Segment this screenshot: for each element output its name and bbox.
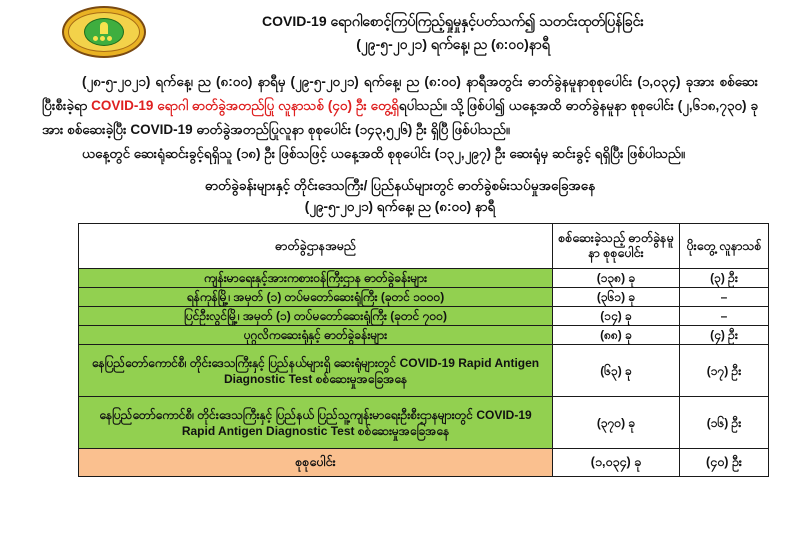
seal-dots [93,36,115,41]
header-lab-name: ဓာတ်ခွဲဌာနအမည် [79,224,553,269]
table-row [79,345,769,397]
positives-cell: (၁၆) ဦး [680,397,769,449]
table-title-line-1: ဓာတ်ခွဲခန်းများနှင့် တိုင်းဒေသကြီး/ ပြည်နယ်များတွင် ဓာတ်ခွဲစမ်းသပ်မှုအခြေအနေ [204,178,596,193]
lab-testing-table [78,223,769,477]
paragraph-1 [42,70,758,142]
document-title [158,10,748,56]
table-total-row [79,449,769,477]
table-row [79,307,769,326]
positives-cell: (၄) ဦး [680,326,769,345]
header-new-positives: ပိုးတွေ့ လူနာသစ် [680,224,769,269]
table-row [79,288,769,307]
paragraph-2: ယနေ့တွင် ဆေးရုံဆင်းခွင့်ရရှိသူ (၁၈) ဦး ဖြစ်သဖြင့် ယနေ့အထိ စုစုပေါင်း (၁၃၂,၂၉၇) ဦး ဆေးရုံမှ ဆင်းခွင့် ရရှိပြီး ဖြစ်ပါသည်။ [82,146,686,161]
samples-cell: (၆၃) ခု [553,345,680,397]
samples-cell: (၁၃၈) ခု [553,269,680,288]
title-line-2: (၂၉-၅-၂၀၂၁) ရက်နေ့၊ ည (၈:၀၀)နာရီ [356,36,550,52]
samples-cell: (၁၄) ခု [553,307,680,326]
table-header-row [79,224,769,269]
total-positives-cell: (၄၀) ဦး [680,449,769,477]
ministry-seal-icon [62,6,146,58]
total-samples-cell: (၁,၀၃၄) ခု [553,449,680,477]
lab-name-cell: ကျန်းမာရေးနှင့်အားကစားဝန်ကြီးဌာန ဓာတ်ခွဲခန်းများ [79,269,553,288]
samples-cell: (၃၇၀) ခု [553,397,680,449]
lab-name-cell: နေပြည်တော်ကောင်စီ၊ တိုင်းဒေသကြီးနှင့် ပြည်နယ် ပြည်သူ့ကျန်းမာရေးဦးစီးဌာနများတွင် COVID-19 Rapid Antigen Diagnostic Test စစ်ဆေးမှုအခြေအနေ [79,397,553,449]
table-title [0,175,800,217]
samples-cell: (၈၈) ခု [553,326,680,345]
paragraph-1-text-b: ရပါသည်။ သို့ဖြစ်ပါ၍ ယနေ့အထိ ဓာတ်ခွဲနမူနာ စုစုပေါင်း (၂,၆၁၈,၇၃၀) ခုအား စစ်ဆေးခဲ့ပြီး COVID-19 ဓာတ်ခွဲအတည်ပြုလူနာ စုစုပေါင်း (၁၄၃,၅၂၆) ဦး ရှိပြီ ဖြစ်ပါသည်။ [42,98,758,137]
table-row [79,269,769,288]
lab-name-cell: ပြင်ဦးလွင်မြို့၊ အမှတ် (၁) တပ်မတော်ဆေးရုံကြီး (ခုတင် ၇၀၀) [79,307,553,326]
paragraph-1-text-a: (၂၈-၅-၂၀၂၁) ရက်နေ့၊ ည (၈:၀၀) နာရီမှ (၂၉-၅-၂၀၂၁) ရက်နေ့၊ ည (၈:၀၀) နာရီအတွင်း ဓာတ်ခွဲနမူနာစုစုပေါင်း (၁,၀၃၄) ခုအား စစ်ဆေးပြီးစီးခဲ့ရာ [42,74,758,113]
document-header [0,0,800,62]
table-row [79,326,769,345]
positives-cell: – [680,307,769,326]
lab-name-cell: ရန်ကုန်မြို့၊ အမှတ် (၁) တပ်မတော်ဆေးရုံကြီး (ခုတင် ၁၀၀၀) [79,288,553,307]
positives-cell: (၁၇) ဦး [680,345,769,397]
total-label-cell: စုစုပေါင်း [79,449,553,477]
header-samples-tested: စစ်ဆေးခဲ့သည့် ဓာတ်ခွဲနမူနာ စုစုပေါင်း [553,224,680,269]
title-line-1: COVID-19 ရောဂါစောင့်ကြပ်ကြည့်ရှုမှုနှင့်ပတ်သက်၍ သတင်းထုတ်ပြန်ခြင်း [262,13,644,29]
announcement-body [42,70,758,166]
samples-cell: (၃၆၁) ခု [553,288,680,307]
lab-name-cell: ပုဂ္ဂလိကဆေးရုံနှင့် ဓာတ်ခွဲခန်းများ [79,326,553,345]
positives-cell: (၃) ဦး [680,269,769,288]
table-row [79,397,769,449]
seal-figure-glyph [100,22,108,34]
table-title-line-2: (၂၉-၅-၂၀၂၁) ရက်နေ့၊ ည (၈:၀၀) နာရီ [304,199,496,214]
paragraph-1-highlight: COVID-19 ရောဂါ ဓာတ်ခွဲအတည်ပြု လူနာသစ် (၄၀) ဦး တွေ့ရှိ [91,98,399,113]
lab-name-cell: နေပြည်တော်ကောင်စီ၊ တိုင်းဒေသကြီးနှင့် ပြည်နယ်များရှိ ဆေးရုံများတွင် COVID-19 Rapid Antigen Diagnostic Test စစ်ဆေးမှုအခြေအနေ [79,345,553,397]
positives-cell: – [680,288,769,307]
